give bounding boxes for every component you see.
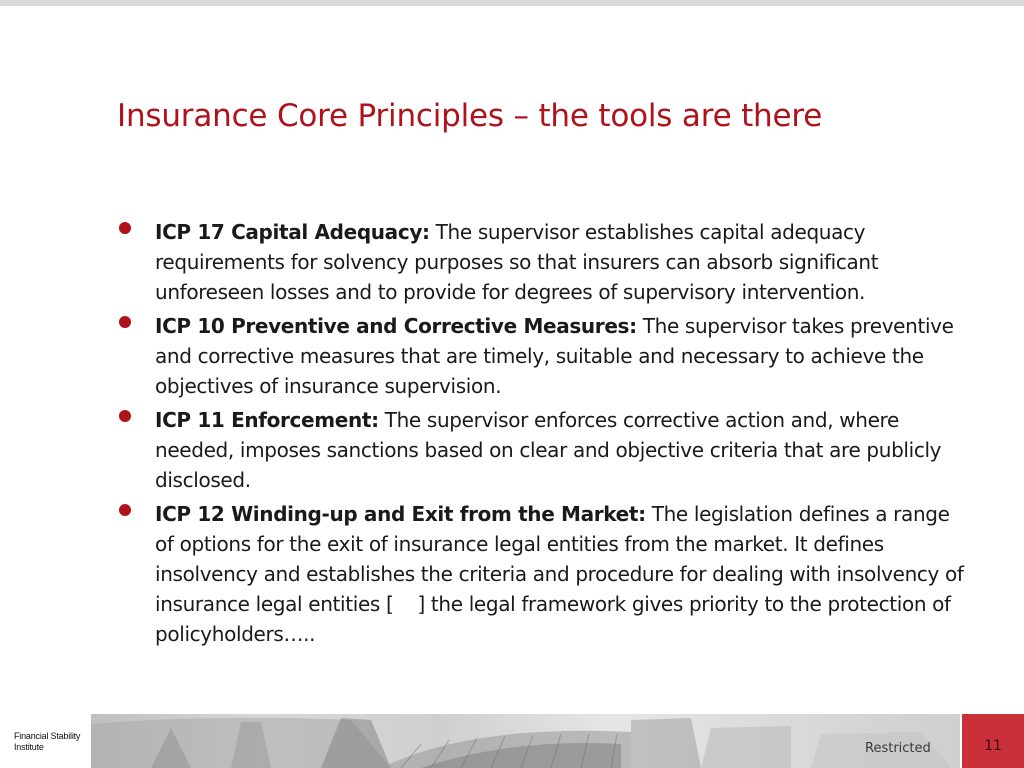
bullet-heading: ICP 11 Enforcement: — [155, 408, 379, 432]
building-photo-graphic — [91, 714, 960, 768]
bullet-item — [117, 405, 967, 495]
bullet-dot-icon — [119, 504, 131, 516]
classification-label: Restricted — [865, 741, 931, 756]
bullet-dot-icon — [119, 410, 131, 422]
bullet-item — [117, 311, 967, 401]
building-photo-band — [91, 714, 960, 768]
fsi-logo-text — [14, 731, 80, 753]
top-border — [0, 0, 1024, 6]
bullet-heading: ICP 12 Winding-up and Exit from the Market: — [155, 502, 646, 526]
slide-footer — [0, 714, 1024, 768]
fsi-logo-line1: Financial Stability — [14, 731, 81, 741]
fsi-logo-line2: Institute — [14, 742, 44, 752]
bullet-text: The legislation defines a range of options for the exit of insurance legal entities from the market. It defines insolvency and establishes the criteria and procedure for dealing with insolvency of insurance legal entities [ ] the legal framework gives priority to the protection of policyholders….. — [155, 502, 964, 646]
bullet-dot-icon — [119, 222, 131, 234]
bullet-heading: ICP 10 Preventive and Corrective Measures: — [155, 314, 637, 338]
bullet-dot-icon — [119, 316, 131, 328]
page-number-box — [962, 714, 1024, 768]
slide-title: Insurance Core Principles – the tools are there — [117, 98, 823, 134]
bullet-text: The supervisor takes preventive and corrective measures that are timely, suitable and necessary to achieve the objectives of insurance supervision. — [155, 314, 954, 398]
bullet-text: The supervisor establishes capital adequacy requirements for solvency purposes so that insurers can absorb significant unforeseen losses and to provide for degrees of supervisory intervention. — [155, 220, 879, 304]
bullet-item — [117, 499, 967, 649]
bullet-text: The supervisor enforces corrective action and, where needed, imposes sanctions based on clear and objective criteria that are publicly disclosed. — [155, 408, 942, 492]
page-number: 11 — [984, 738, 1002, 754]
bullet-heading: ICP 17 Capital Adequacy: — [155, 220, 430, 244]
bullet-item — [117, 217, 967, 307]
fsi-logo — [0, 714, 91, 768]
bullet-list — [117, 217, 967, 653]
